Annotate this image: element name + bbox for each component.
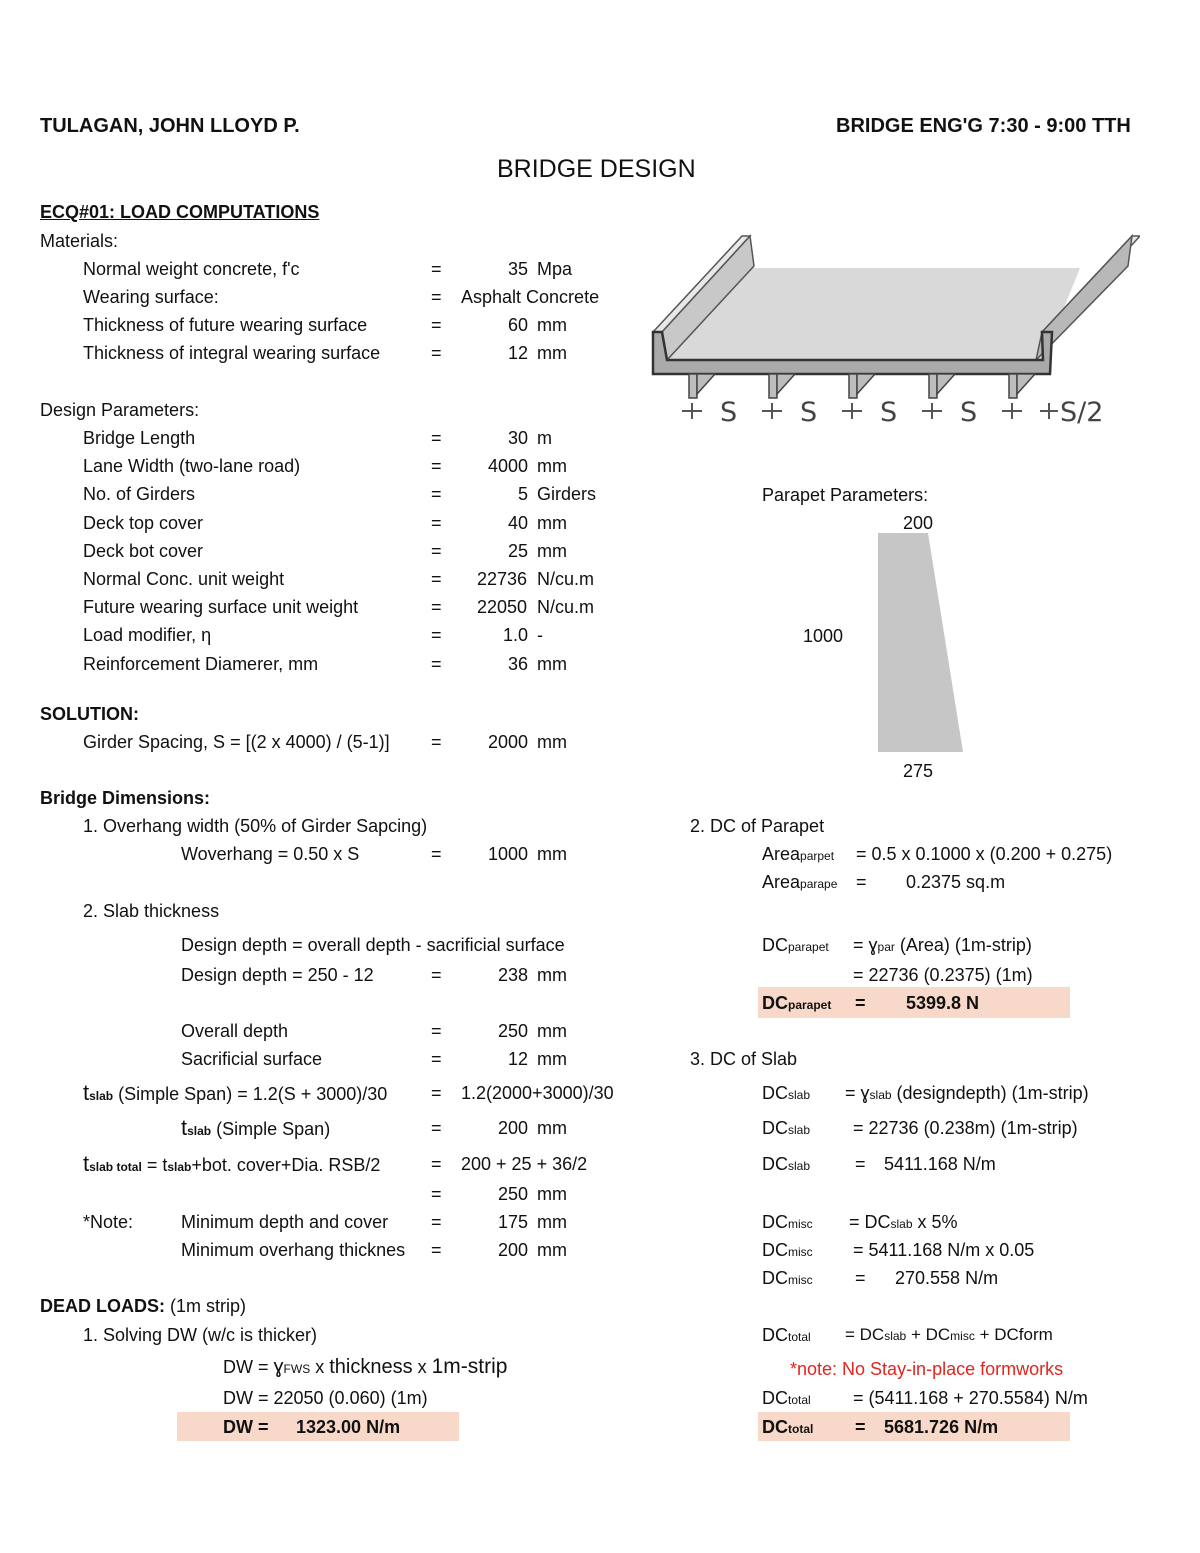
param-value: Asphalt Concrete [461, 287, 600, 307]
spacing-ticks [682, 403, 1058, 419]
dw-heading: 1. Solving DW (w/c is thicker) [83, 1325, 318, 1345]
equals: = [431, 259, 442, 279]
tslab-total-rest: +bot. cover+Dia. RSB/2 [191, 1155, 381, 1175]
param-label: Future wearing surface unit weight [83, 597, 359, 617]
design-heading: Design Parameters: [40, 400, 200, 420]
dw-gamma: ɣ [273, 1356, 284, 1378]
section-heading: ECQ#01: LOAD COMPUTATIONS [40, 202, 320, 222]
dw-gamma-sub: FWS [283, 1362, 311, 1376]
dw-formula [223, 1356, 507, 1380]
dw-formula-c: thickness [329, 1356, 413, 1378]
overall-depth-label: Overall depth [181, 1021, 289, 1041]
note-min-overhang-unit: mm [537, 1240, 567, 1260]
equals: = [431, 1118, 442, 1138]
param-label: Reinforcement Diamerer, mm [83, 654, 319, 674]
equals: = [431, 1184, 442, 1204]
param-value: 40 [508, 513, 529, 533]
dc-parapet-label [762, 934, 829, 958]
param-unit: mm [537, 541, 567, 561]
dw-result-label: DW = [223, 1417, 269, 1437]
dc-main: DC [762, 1212, 788, 1232]
param-label: No. of Girders [83, 484, 196, 504]
param-value: 35 [508, 259, 529, 279]
woverhang-unit: mm [537, 844, 567, 864]
formworks-note: *note: No Stay-in-place formworks [790, 1359, 1064, 1379]
formula-part: = DC [849, 1212, 891, 1232]
tslab-formula-text: (Simple Span) = 1.2(S + 3000)/30 [113, 1084, 388, 1104]
slab-thickness-heading: 2. Slab thickness [83, 901, 220, 921]
design-depth-label: Design depth = 250 - 12 [181, 965, 374, 985]
bridge-cross-section-diagram [640, 228, 1140, 428]
sacrificial-value: 12 [508, 1049, 529, 1069]
equals: = [431, 1240, 442, 1260]
dc-total-label [762, 1324, 811, 1348]
formula-part: + DC [906, 1325, 951, 1344]
dc-main: DC [762, 1325, 788, 1345]
dc-misc-label [762, 1239, 813, 1263]
dead-loads-heading-rest: (1m strip) [165, 1296, 246, 1316]
area-main: Area [762, 844, 801, 864]
parapet-shape [878, 533, 963, 752]
formula-sub: slab [884, 1329, 907, 1343]
dc-sub: misc [788, 1273, 813, 1287]
dead-loads-heading [40, 1295, 246, 1317]
overall-depth-value: 250 [498, 1021, 529, 1041]
area-sub: parpet [800, 849, 835, 863]
dc-sub: slab [788, 1123, 811, 1137]
dc-main: DC [762, 1240, 788, 1260]
materials-heading: Materials: [40, 231, 119, 251]
dc-slab-heading: 3. DC of Slab [690, 1049, 798, 1069]
area-parapet-formula [762, 843, 834, 867]
equals: = [855, 1417, 866, 1437]
param-unit: N/cu.m [537, 569, 595, 589]
equals: = [855, 1154, 866, 1174]
dc-total-formula [845, 1324, 1053, 1347]
equals: = [431, 597, 442, 617]
dw-formula-a: DW = [223, 1357, 274, 1377]
dc-formula-b: (Area) (1m-strip) [894, 935, 1032, 955]
formula-part: = ɣ [845, 1083, 870, 1103]
tslab-value: 200 [498, 1118, 529, 1138]
dc-misc-label [762, 1211, 813, 1235]
param-label: Deck top cover [83, 513, 204, 533]
param-unit: mm [537, 315, 567, 335]
param-label: Lane Width (two-lane road) [83, 456, 301, 476]
tslab-expression: 1.2(2000+3000)/30 [461, 1083, 614, 1103]
parapet-top-dim: 200 [903, 513, 934, 533]
solution-heading: SOLUTION: [40, 704, 139, 724]
equals: = [431, 569, 442, 589]
dc-main: DC [762, 1388, 788, 1408]
param-label: Bridge Length [83, 428, 196, 448]
tslab-sub: slab [167, 1160, 192, 1174]
dc-sub: slab [788, 1088, 811, 1102]
param-label: Load modifier, η [83, 625, 212, 645]
dc-formula-sub: par [877, 940, 895, 954]
girders [689, 374, 1035, 398]
param-unit: Mpa [537, 259, 573, 279]
param-unit: Girders [537, 484, 597, 504]
area-sub: parape [800, 877, 838, 891]
equals: = [431, 965, 442, 985]
equals: = [855, 1268, 866, 1288]
dc-sub: slab [788, 1159, 811, 1173]
dc-main: DC [762, 1154, 788, 1174]
dc-misc-calc: = 5411.168 N/m x 0.05 [853, 1240, 1035, 1260]
tslab-total-formula [83, 1153, 380, 1178]
formula-part: (designdepth) (1m-strip) [891, 1083, 1089, 1103]
parapet-heading: Parapet Parameters: [762, 485, 929, 505]
half-spacing-label: S/2 [1060, 397, 1104, 428]
dc-sub: parapet [788, 940, 829, 954]
tslab-t: t [181, 1115, 188, 1140]
girder-spacing-label: Girder Spacing, S = [(2 x 4000) / (5-1)] [83, 732, 390, 752]
param-label: Thickness of future wearing surface [83, 315, 368, 335]
param-label: Wearing surface: [83, 287, 219, 307]
page-title: BRIDGE DESIGN [497, 155, 696, 183]
equals: = [431, 1021, 442, 1041]
param-label: Thickness of integral wearing surface [83, 343, 381, 363]
tslab-total-sub: slab total [89, 1160, 142, 1174]
formula-sub: misc [950, 1329, 975, 1343]
equals: = [431, 287, 442, 307]
dc-slab-calc: = 22736 (0.238m) (1m-strip) [853, 1118, 1078, 1138]
overhang-heading: 1. Overhang width (50% of Girder Sapcing) [83, 816, 428, 836]
param-value: 1.0 [503, 625, 529, 645]
course-info: BRIDGE ENG'G 7:30 - 9:00 TTH [836, 115, 1131, 137]
equals: = [431, 844, 442, 864]
tslab-total-expression: 200 + 25 + 36/2 [461, 1154, 588, 1174]
equals: = [431, 343, 442, 363]
equals: = [431, 732, 442, 752]
area-parapet-value: 0.2375 sq.m [906, 872, 1006, 892]
tslab-total-value: 250 [498, 1184, 529, 1204]
param-unit: m [537, 428, 552, 448]
equals: = [431, 654, 442, 674]
dc-parapet-heading: 2. DC of Parapet [690, 816, 825, 836]
design-depth-value: 238 [498, 965, 529, 985]
note-min-depth-label: Minimum depth and cover [181, 1212, 389, 1232]
param-value: 22736 [477, 569, 528, 589]
equals: = [431, 456, 442, 476]
girder-spacing-unit: mm [537, 732, 567, 752]
param-value: 5 [518, 484, 529, 504]
student-name: TULAGAN, JOHN LLOYD P. [40, 115, 300, 137]
area-parapet-result-label [762, 871, 837, 895]
spacing-label: S [800, 397, 818, 428]
param-label: Normal Conc. unit weight [83, 569, 285, 589]
formula-part: x 5% [912, 1212, 958, 1232]
dw-formula-b: x [310, 1357, 330, 1377]
equals: = [431, 1154, 442, 1174]
tslab-t: t [83, 1080, 90, 1105]
equals: = [431, 1212, 442, 1232]
dc-misc-label [762, 1267, 813, 1291]
spacing-labels [720, 397, 1103, 428]
param-unit: N/cu.m [537, 597, 595, 617]
dc-total-value: 5681.726 N/m [884, 1417, 999, 1437]
area-main: Area [762, 872, 801, 892]
dimensions-heading: Bridge Dimensions: [40, 788, 211, 808]
dw-calc: DW = 22050 (0.060) (1m) [223, 1388, 428, 1408]
equals: = [431, 1083, 442, 1103]
dc-main: DC [762, 1417, 788, 1437]
param-value: 36 [508, 654, 529, 674]
parapet-profile [870, 528, 970, 758]
dc-total-label [762, 1387, 811, 1411]
param-unit: mm [537, 343, 567, 363]
formula-sub: slab [890, 1217, 913, 1231]
design-depth-definition: Design depth = overall depth - sacrificial surface [181, 935, 565, 955]
dc-slab-label [762, 1153, 810, 1177]
parapet-height-dim: 1000 [803, 626, 844, 646]
equals: = [431, 315, 442, 335]
dc-misc-value: 270.558 N/m [895, 1268, 999, 1288]
param-unit: mm [537, 654, 567, 674]
param-value: 22050 [477, 597, 528, 617]
woverhang-value: 1000 [488, 844, 529, 864]
note-min-depth-value: 175 [498, 1212, 529, 1232]
dc-main: DC [762, 993, 788, 1013]
tslab-simple-span [181, 1117, 330, 1142]
param-unit: mm [537, 513, 567, 533]
equals: = [855, 993, 866, 1013]
woverhang-label: Woverhang = 0.50 x S [181, 844, 360, 864]
sacrificial-unit: mm [537, 1049, 567, 1069]
dc-slab-value: 5411.168 N/m [884, 1154, 996, 1174]
parapet-bottom-dim: 275 [903, 761, 934, 781]
param-unit: - [537, 625, 543, 645]
note-min-overhang-value: 200 [498, 1240, 529, 1260]
dw-formula-e: 1m-strip [431, 1355, 508, 1378]
equals: = [431, 625, 442, 645]
equals: = [431, 484, 442, 504]
sacrificial-label: Sacrificial surface [181, 1049, 323, 1069]
dc-parapet-calc: = 22736 (0.2375) (1m) [853, 965, 1033, 985]
spacing-label: S [720, 397, 738, 428]
param-label: Normal weight concrete, f'c [83, 259, 300, 279]
dc-slab-formula [845, 1082, 1089, 1106]
dc-main: DC [762, 1083, 788, 1103]
equals: = [856, 872, 867, 892]
formula-part: + DCform [974, 1325, 1053, 1344]
dw-formula-d: x [412, 1357, 432, 1377]
dc-total-result-label [762, 1416, 813, 1440]
note-min-depth-unit: mm [537, 1212, 567, 1232]
dc-slab-label [762, 1082, 810, 1106]
formula-part: = DC [845, 1325, 885, 1344]
formula-sub: slab [869, 1088, 892, 1102]
tslab-unit: mm [537, 1118, 567, 1138]
param-value: 12 [508, 343, 529, 363]
dc-sub: misc [788, 1217, 813, 1231]
dc-sub: parapet [788, 998, 832, 1012]
param-value: 60 [508, 315, 529, 335]
tslab-total-eq: = t [141, 1155, 168, 1175]
dc-total-calc: = (5411.168 + 270.5584) N/m [853, 1388, 1088, 1408]
equals: = [431, 428, 442, 448]
dead-loads-heading-bold: DEAD LOADS: [40, 1296, 165, 1316]
dc-sub: total [788, 1393, 811, 1407]
spacing-label: S [960, 397, 978, 428]
design-depth-unit: mm [537, 965, 567, 985]
dc-parapet-result-label [762, 992, 831, 1016]
dc-parapet-formula [853, 934, 1032, 958]
dc-main: DC [762, 935, 788, 955]
dc-sub: total [788, 1330, 811, 1344]
equals: = [431, 541, 442, 561]
tslab-simple-span-text: (Simple Span) [211, 1119, 331, 1139]
spacing-label: S [880, 397, 898, 428]
area-parapet-expression: = 0.5 x 0.1000 x (0.200 + 0.275) [856, 844, 1113, 864]
dc-main: DC [762, 1268, 788, 1288]
tslab-t: t [83, 1151, 90, 1176]
dc-slab-label [762, 1117, 810, 1141]
dc-sub: misc [788, 1245, 813, 1259]
note-label: *Note: [83, 1212, 134, 1232]
dw-result-value: 1323.00 N/m [296, 1417, 401, 1437]
tslab-sub: slab [187, 1124, 212, 1138]
dc-misc-formula [849, 1211, 958, 1235]
param-value: 30 [508, 428, 529, 448]
tslab-total-unit: mm [537, 1184, 567, 1204]
param-unit: mm [537, 456, 567, 476]
param-value: 4000 [488, 456, 529, 476]
dc-sub: total [788, 1422, 814, 1436]
girder-spacing-value: 2000 [488, 732, 529, 752]
tslab-formula [83, 1082, 387, 1107]
overall-depth-unit: mm [537, 1021, 567, 1041]
dc-formula-a: = ɣ [853, 935, 878, 955]
note-min-overhang-label: Minimum overhang thicknes [181, 1240, 406, 1260]
dc-parapet-value: 5399.8 N [906, 993, 980, 1013]
param-value: 25 [508, 541, 529, 561]
dc-main: DC [762, 1118, 788, 1138]
param-label: Deck bot cover [83, 541, 204, 561]
equals: = [431, 513, 442, 533]
tslab-sub: slab [89, 1089, 114, 1103]
equals: = [431, 1049, 442, 1069]
